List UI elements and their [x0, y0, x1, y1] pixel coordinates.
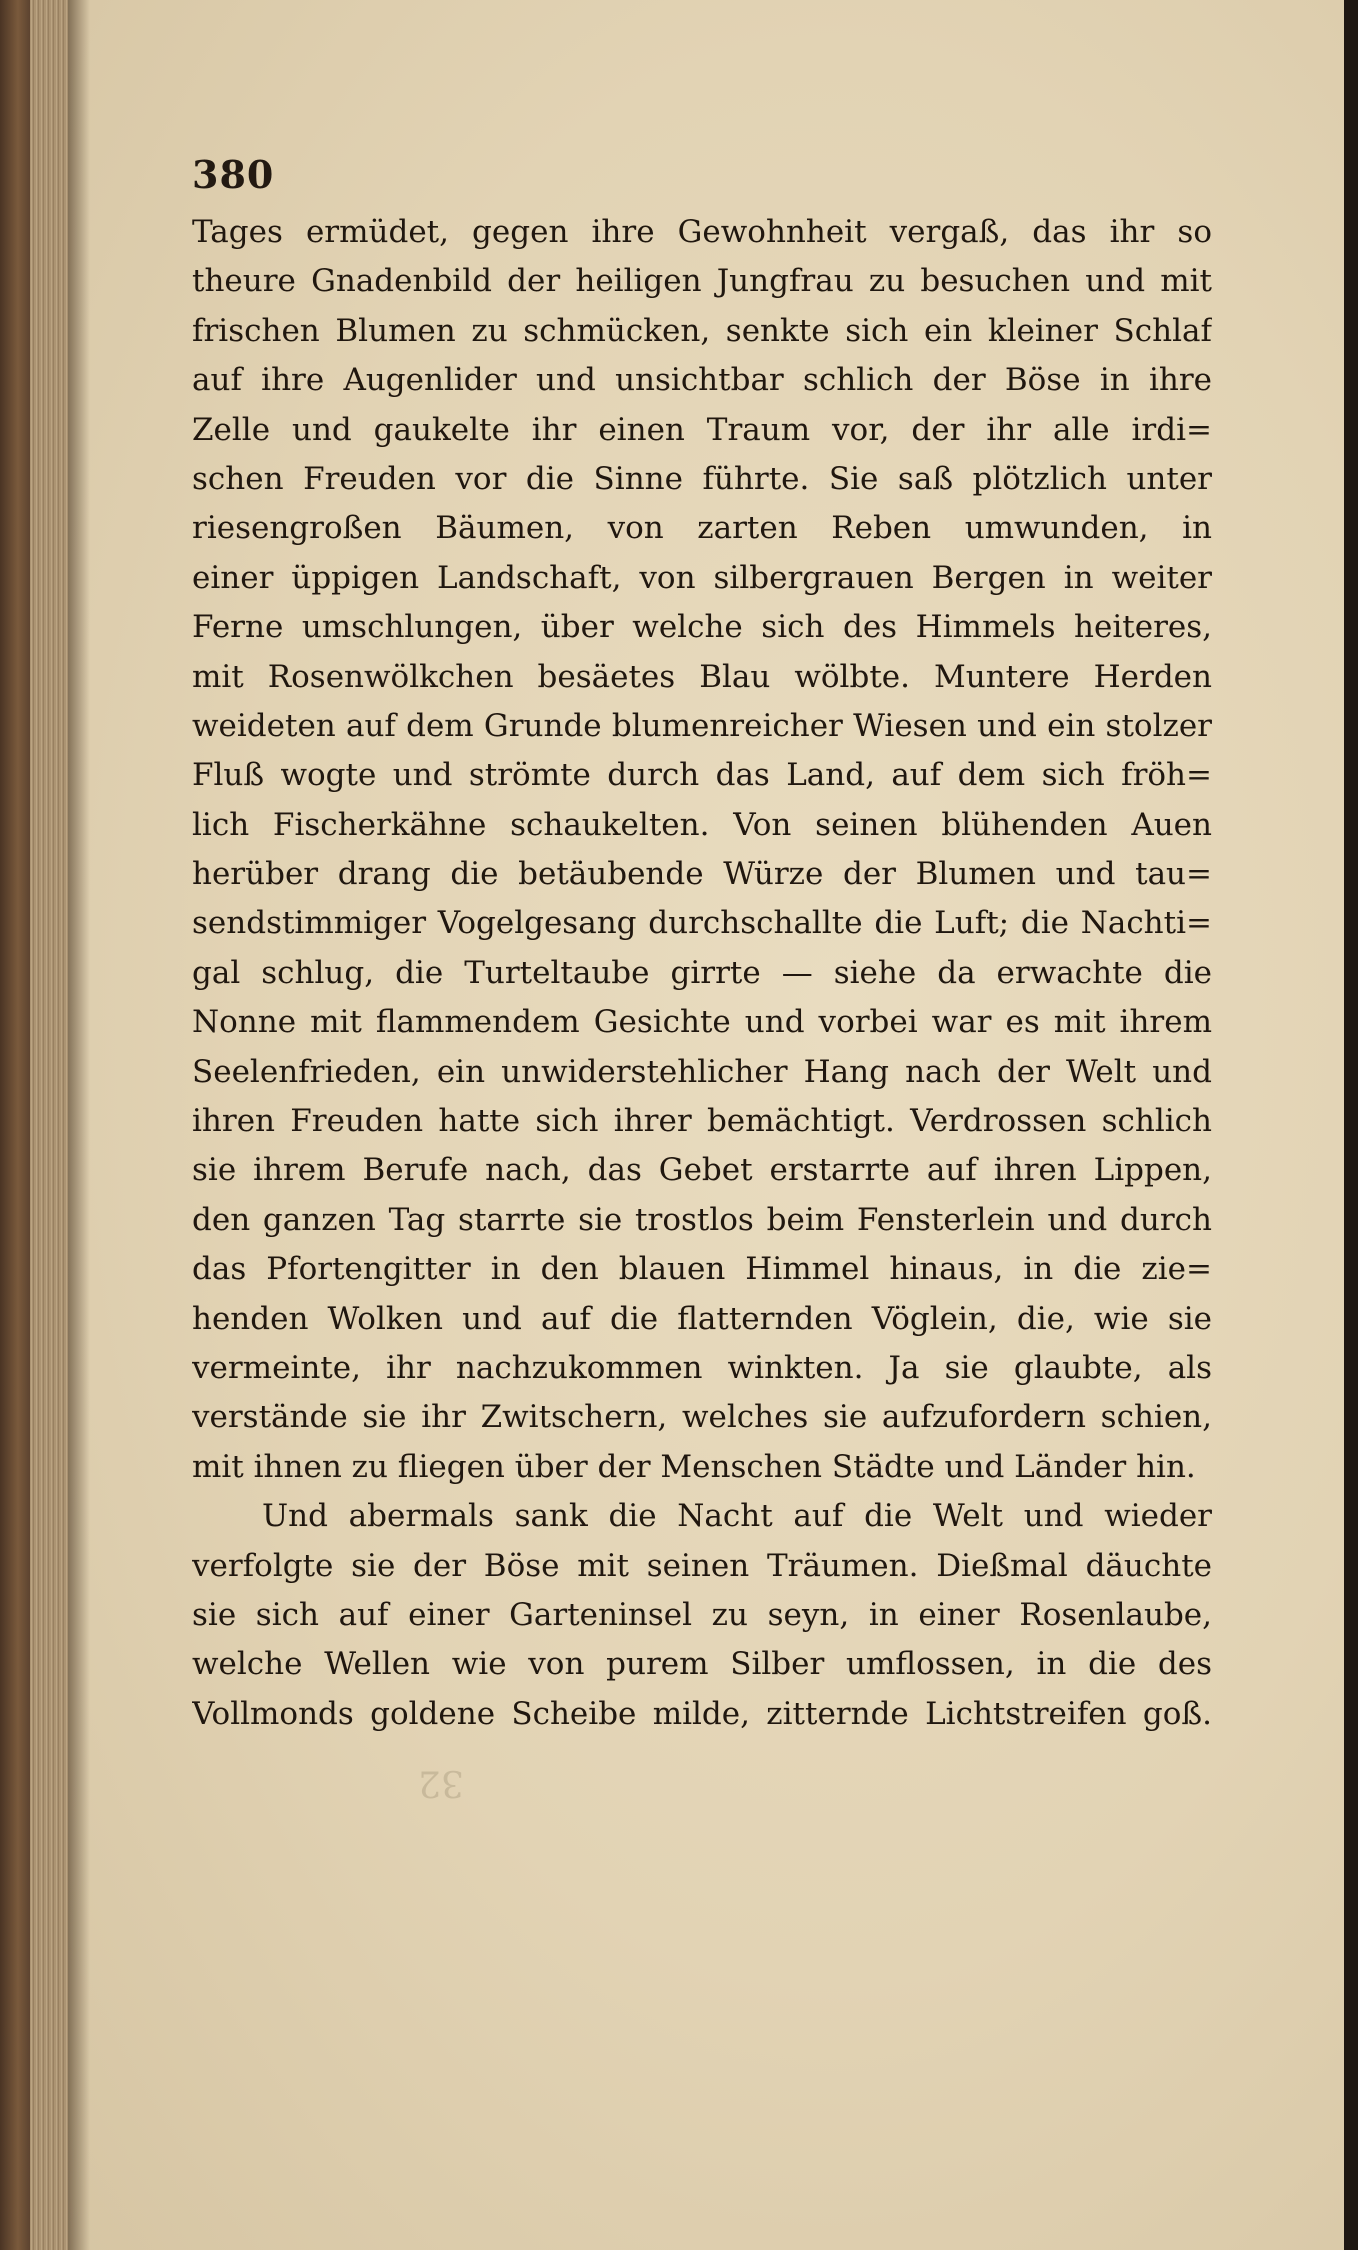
text-line: riesengroßen Bäumen, von zarten Reben umwunden, in — [192, 510, 1212, 547]
text-line: mit Rosenwölkchen besäetes Blau wölbte. Muntere Herden — [192, 658, 1212, 695]
text-line: Ferne umschlungen, über welche sich des Himmels heiteres, — [192, 609, 1212, 646]
text-line: theure Gnadenbild der heiligen Jungfrau zu besuchen und mit — [192, 263, 1212, 300]
bleed-through-number: 32 — [418, 1762, 464, 1803]
text-line: Nonne mit flammendem Gesichte und vorbei war es mit ihrem — [192, 1004, 1212, 1041]
text-line: sie sich auf einer Garteninsel zu seyn, in einer Rosenlaube, — [192, 1596, 1212, 1633]
text-line: das Pfortengitter in den blauen Himmel hinaus, in die zie= — [192, 1251, 1212, 1288]
body-text — [192, 208, 1212, 1739]
text-line: Fluß wogte und strömte durch das Land, auf dem sich fröh= — [192, 757, 1212, 794]
text-line: frischen Blumen zu schmücken, senkte sich ein kleiner Schlaf — [192, 312, 1212, 349]
text-line: henden Wolken und auf die flatternden Vöglein, die, wie sie — [192, 1300, 1212, 1337]
text-line: mit ihnen zu fliegen über der Menschen Städte und Länder hin. — [192, 1448, 1196, 1485]
text-line: sendstimmiger Vogelgesang durchschallte die Luft; die Nachti= — [192, 905, 1212, 942]
text-line: Zelle und gaukelte ihr einen Traum vor, der ihr alle irdi= — [192, 411, 1212, 448]
text-line: auf ihre Augenlider und unsichtbar schlich der Böse in ihre — [192, 362, 1212, 399]
text-line: ihren Freuden hatte sich ihrer bemächtigt. Verdrossen schlich — [192, 1103, 1212, 1140]
page-number: 380 — [192, 152, 275, 197]
text-line: vermeinte, ihr nachzukommen winkten. Ja sie glaubte, als — [192, 1349, 1212, 1386]
text-line: Tages ermüdet, gegen ihre Gewohnheit vergaß, das ihr so — [192, 214, 1212, 250]
text-line: sie ihrem Berufe nach, das Gebet erstarrte auf ihren Lippen, — [192, 1152, 1212, 1189]
text-line: verfolgte sie der Böse mit seinen Träumen. Dießmal däuchte — [192, 1547, 1212, 1584]
text-line: schen Freuden vor die Sinne führte. Sie saß plötzlich unter — [192, 460, 1212, 497]
text-line: weideten auf dem Grunde blumenreicher Wiesen und ein stolzer — [192, 707, 1212, 744]
page-edges — [30, 0, 68, 2250]
text-line: herüber drang die betäubende Würze der Blumen und tau= — [192, 856, 1212, 893]
gutter-shadow — [68, 0, 90, 2250]
text-line: welche Wellen wie von purem Silber umflossen, in die des — [192, 1646, 1212, 1683]
text-line: gal schlug, die Turteltaube girrte — siehe da erwachte die — [192, 954, 1212, 991]
scan-border — [1344, 0, 1358, 2250]
text-line: Vollmonds goldene Scheibe milde, zitternde Lichtstreifen goß. — [192, 1695, 1212, 1732]
book-spine — [0, 0, 30, 2250]
text-line: Seelenfrieden, ein unwiderstehlicher Hang nach der Welt und — [192, 1053, 1212, 1090]
text-line: verstände sie ihr Zwitschern, welches sie aufzufordern schien, — [192, 1399, 1212, 1436]
text-line: Und abermals sank die Nacht auf die Welt und wieder — [262, 1498, 1212, 1535]
text-line: einer üppigen Landschaft, von silbergrauen Bergen in weiter — [192, 559, 1212, 596]
text-line: lich Fischerkähne schaukelten. Von seinen blühenden Auen — [192, 806, 1212, 843]
text-line: den ganzen Tag starrte sie trostlos beim Fensterlein und durch — [192, 1201, 1212, 1238]
